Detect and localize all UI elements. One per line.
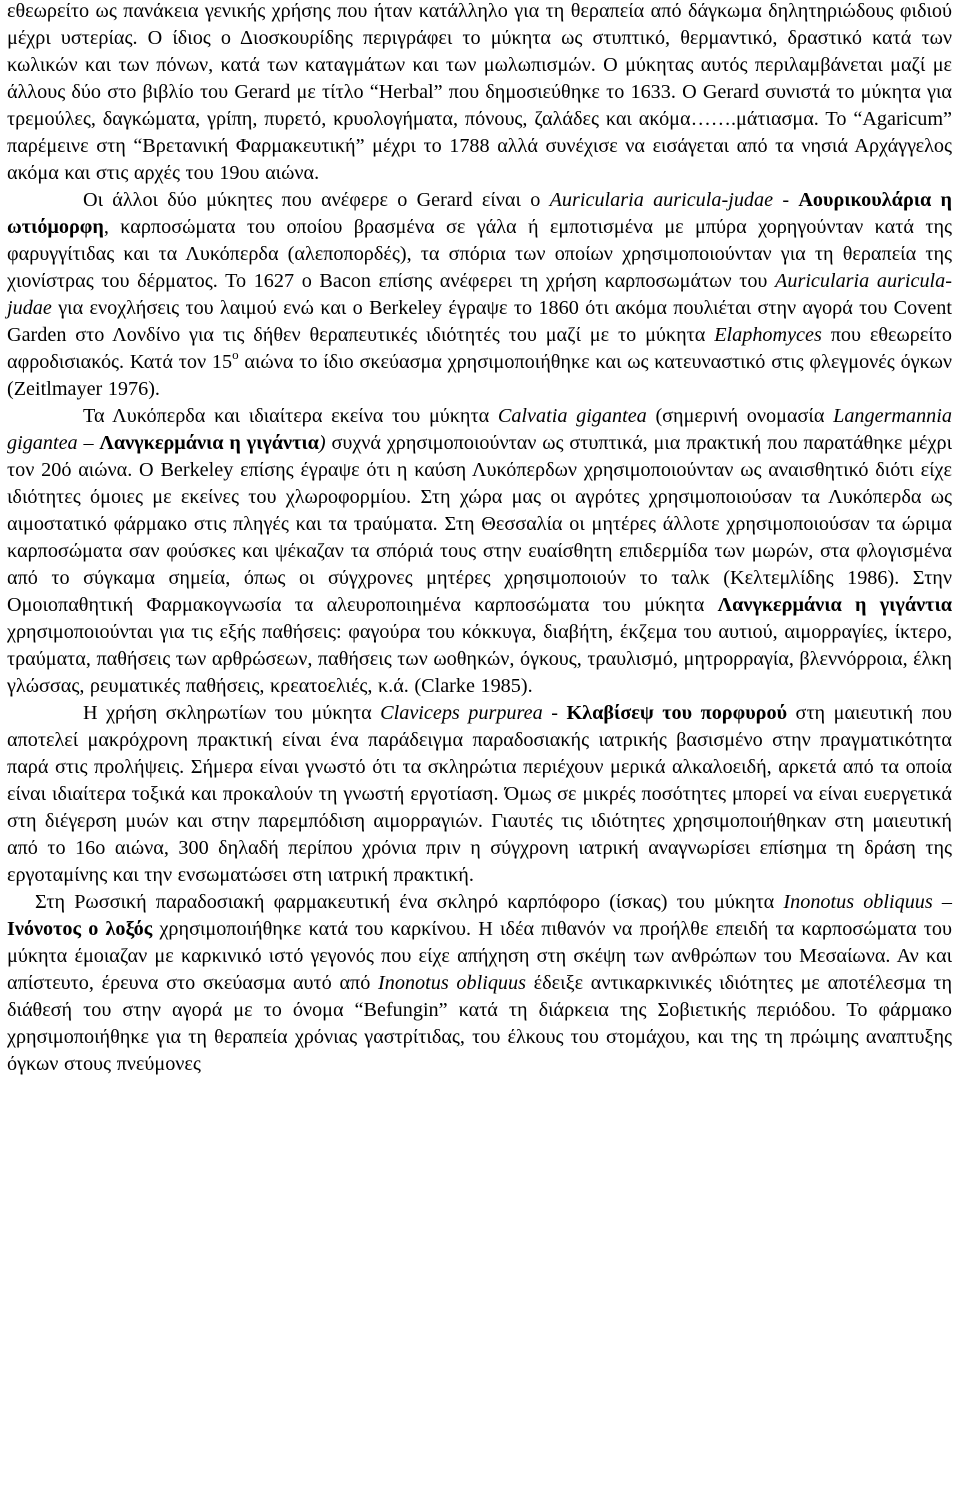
text-run: χρησιμοποιήθηκε κατά του καρκίνου. Η ιδέα πιθανόν να προήλθε επειδή τα καρποσώματα του μύκητα έμοιαζαν με καρκινικό ιστό γεγονός που είχε απήχηση στη σκέψη των ανθρώπων του Μεσαίωνα. Αν και απίστευτο, έρευνα στο σκεύασμα αυτό από [7,918,953,994]
paragraph-claviceps-purpurea [7,700,952,889]
bold-term: Ινόνοτος ο λοξός [7,918,153,940]
text-run: που εθεωρείτο αφροδισιακός. Κατά τον 15 [7,324,952,373]
italic-term: Langermannia gigantea [7,405,952,454]
italic-term: Claviceps purpurea [380,702,543,724]
text-run: - [542,702,567,724]
text-run: , καρποσώματα του οποίου βρασμένα σε γάλα ή εμποτισμένα με μπύρα χορηγούνταν κατά της φαρυγγίτιδας και τα Λυκόπερδα (αλεποπορδές), τα σπόρια των οποίων χρησιμοποιούνταν για τη θεραπεία της χιονίστρας του δέρματος. Το 1627 ο Bacon επίσης ανέφερει τη χρήση καρποσωμάτων του [7,216,952,292]
italic-term: ) [318,432,326,454]
italic-term: Elaphomyces [714,324,822,346]
text-run: Η χρήση σκληρωτίων του μύκητα [83,702,381,724]
text-run: – [932,891,953,913]
text-run: - [773,189,799,211]
bold-term: Λανγκερμάνια η γιγάντια [717,594,952,616]
text-run: συχνά χρησιμοποιούνταν ως στυπτικά, μια πρακτική που παρατάθηκε μέχρι τον 20ό αιώνα. Ο Berkeley επίσης έγραψε ότι η καύση Λυκόπερδων χρησιμοποιούνταν ως αναισθητικό διότι είχε ιδιότητες όμοιες με εκείνες του χλωροφορμίου. Στη χώρα μας οι αγρότες χρησιμοποιούσαν τα Λυκόπερδα ως αιμοστατικό φάρμακο στις πληγές και τα τραύματα. Στη Θεσσαλία οι μητέρες άλλοτε χρησιμοποιούσαν τα ώριμα καρποσώματα σαν φούσκες και ψέκαζαν τα σπόριά τους στην ευαίσθητη επιδερμίδα των μωρών, στα φλογισμένα από το σύγκαμα σημεία, όπως οι σύγχρονες μητέρες χρησιμοποιούν το ταλκ (Κελτεμλίδης 1986). Στην Ομοιοπαθητική Φαρμακογνωσία τα αλευροποιημένα καρποσώματα του μύκητα [7,432,952,616]
paragraph-panacea-dioscorides-gerard [7,0,952,187]
italic-term: Auricularia auricula-judae [7,270,952,319]
bold-term: Κλαβίσεψ του πορφυρού [566,702,788,724]
text-run: έδειξε αντικαρκινικές ιδιότητες με αποτέλεσμα τη διάθεσή του στην αγορά με το όνομα “Befungin” κατά τη διάρκεια της Σοβιετικής περιόδου. Το φάρμακο χρησιμοποιήθηκε για τη θεραπεία χρόνιας γαστρίτιδας, του έλκους του στομάχου, και της τη πρώιμης αναπτυξης όγκων στους πνεύμονες [7,972,953,1075]
text-run: Στη Ρωσσική παραδοσιακή φαρμακευτική ένα σκληρό καρπόφορο (ίσκας) του μύκητα [35,891,784,913]
paragraph-calvatia-lycoperdon [7,403,952,700]
text-run: Τα Λυκόπερδα και ιδιαίτερα εκείνα του μύκητα [83,405,498,427]
italic-term: Inonotus obliquus [783,891,933,913]
italic-term: Inonotus obliquus [378,972,526,994]
text-run: για ενοχλήσεις του λαιμού ενώ και ο Berkeley έγραψε το 1860 ότι ακόμα πουλιέται στην αγορά του Covent Garden στο Λονδίνο για τις δήθεν θεραπευτικές ιδιότητές του μαζί με το μύκητα [7,297,952,346]
text-run: στη μαιευτική που αποτελεί μακρόχρονη πρακτική είναι ένα παράδειγμα παραδοσιακής ιατρικής βασισμένο στην πραγματικότητα παρά στις προλήψεις. Σήμερα είναι γνωστό ότι τα σκληρώτια περιέχουν μερικά αλκαλοειδή, αρκετά από τα οποία είναι ιδιαίτερα τοξικά και προκαλούν τη γνωστή εργοτίαση. Όμως σε μικρές ποσότητες μπορεί να είναι ευεργετικά στη διέγερση μυών και στην παρεμπόδιση αιμορραγιών. Γιαυτές τις ιδιότητες χρησιμοποιήθηκαν στη μαιευτική από το 16ο αιώνα, 300 δηλαδή περίπου χρόνια πριν η σύγχρονη ιατρική αναγνωρίσει επίσημα τη δράση της εργοταμίνης και την ενσωματώσει στη ιατρική πρακτική. [7,702,953,886]
text-run: αιώνα το ίδιο σκεύασμα χρησιμοποιήθηκε και ως κατευναστικό στις φλεγμονές όγκων (Zeitlmayer 1976). [7,351,952,400]
bold-term: Λανγκερμάνια η γιγάντια [99,432,319,454]
text-run: – [77,432,100,454]
paragraph-inonotus-obliquus [7,889,952,1078]
text-run: χρησιμοποιούνται για τις εξής παθήσεις: φαγούρα του κόκκυγα, διαβήτη, έκζεμα του αυτιού, αιμορραγίες, ίκτερο, τραύματα, παθήσεις των αρθρώσεων, παθήσεις των ωοθηκών, όγκους, τραυλισμό, μητρορραγία, βλεννόρροια, έλκη γλώσσας, ρευματικές παθήσεις, κρεατοελιές, κ.ά. (Clarke 1985). [7,621,952,697]
italic-term: Calvatia gigantea [497,405,647,427]
bold-term: Αουρικουλάρια η ωτιόμορφη [7,189,953,238]
text-run: εθεωρείτο ως πανάκεια γενικής χρήσης που ήταν κατάλληλο για τη θεραπεία από δάγκωμα δηλητηριώδους φιδιού μέχρι υστερίας. Ο ίδιος ο Διοσκουρίδης περιγράφει το μύκητα ως στυπτικό, θερμαντικό, δραστικό κατά των κωλικών και των πόνων, κατά των καταγμάτων και των μωλωπισμών. Ο μύκητας αυτός περιλαμβάνεται μαζί με άλλους δύο στο βιβλίο του Gerard με τίτλο “Herbal” που δημοσιεύθηκε το 1633. Ο Gerard συνιστά το μύκητα για τρεμούλες, δαγκώματα, γρίπη, πυρετό, κρυολογήματα, πόνους, ζαλάδες και ακόμα…….μάτιασμα. Το “Agaricum” παρέμεινε στη “Βρετανική Φαρμακευτική” μέχρι το 1788 αλλά συνέχισε να εισάγεται από τα νησιά Αρχάγγελος ακόμα και στις αρχές του 19ου αιώνα. [7,0,952,184]
text-run: Οι άλλοι δύο μύκητες που ανέφερε ο Gerard είναι ο [83,189,550,211]
paragraph-auricularia [7,187,952,403]
superscript-text: ο [232,347,239,362]
text-run: (σημερινή ονομασία [646,405,834,427]
italic-term: Auricularia auricula-judae [549,189,774,211]
